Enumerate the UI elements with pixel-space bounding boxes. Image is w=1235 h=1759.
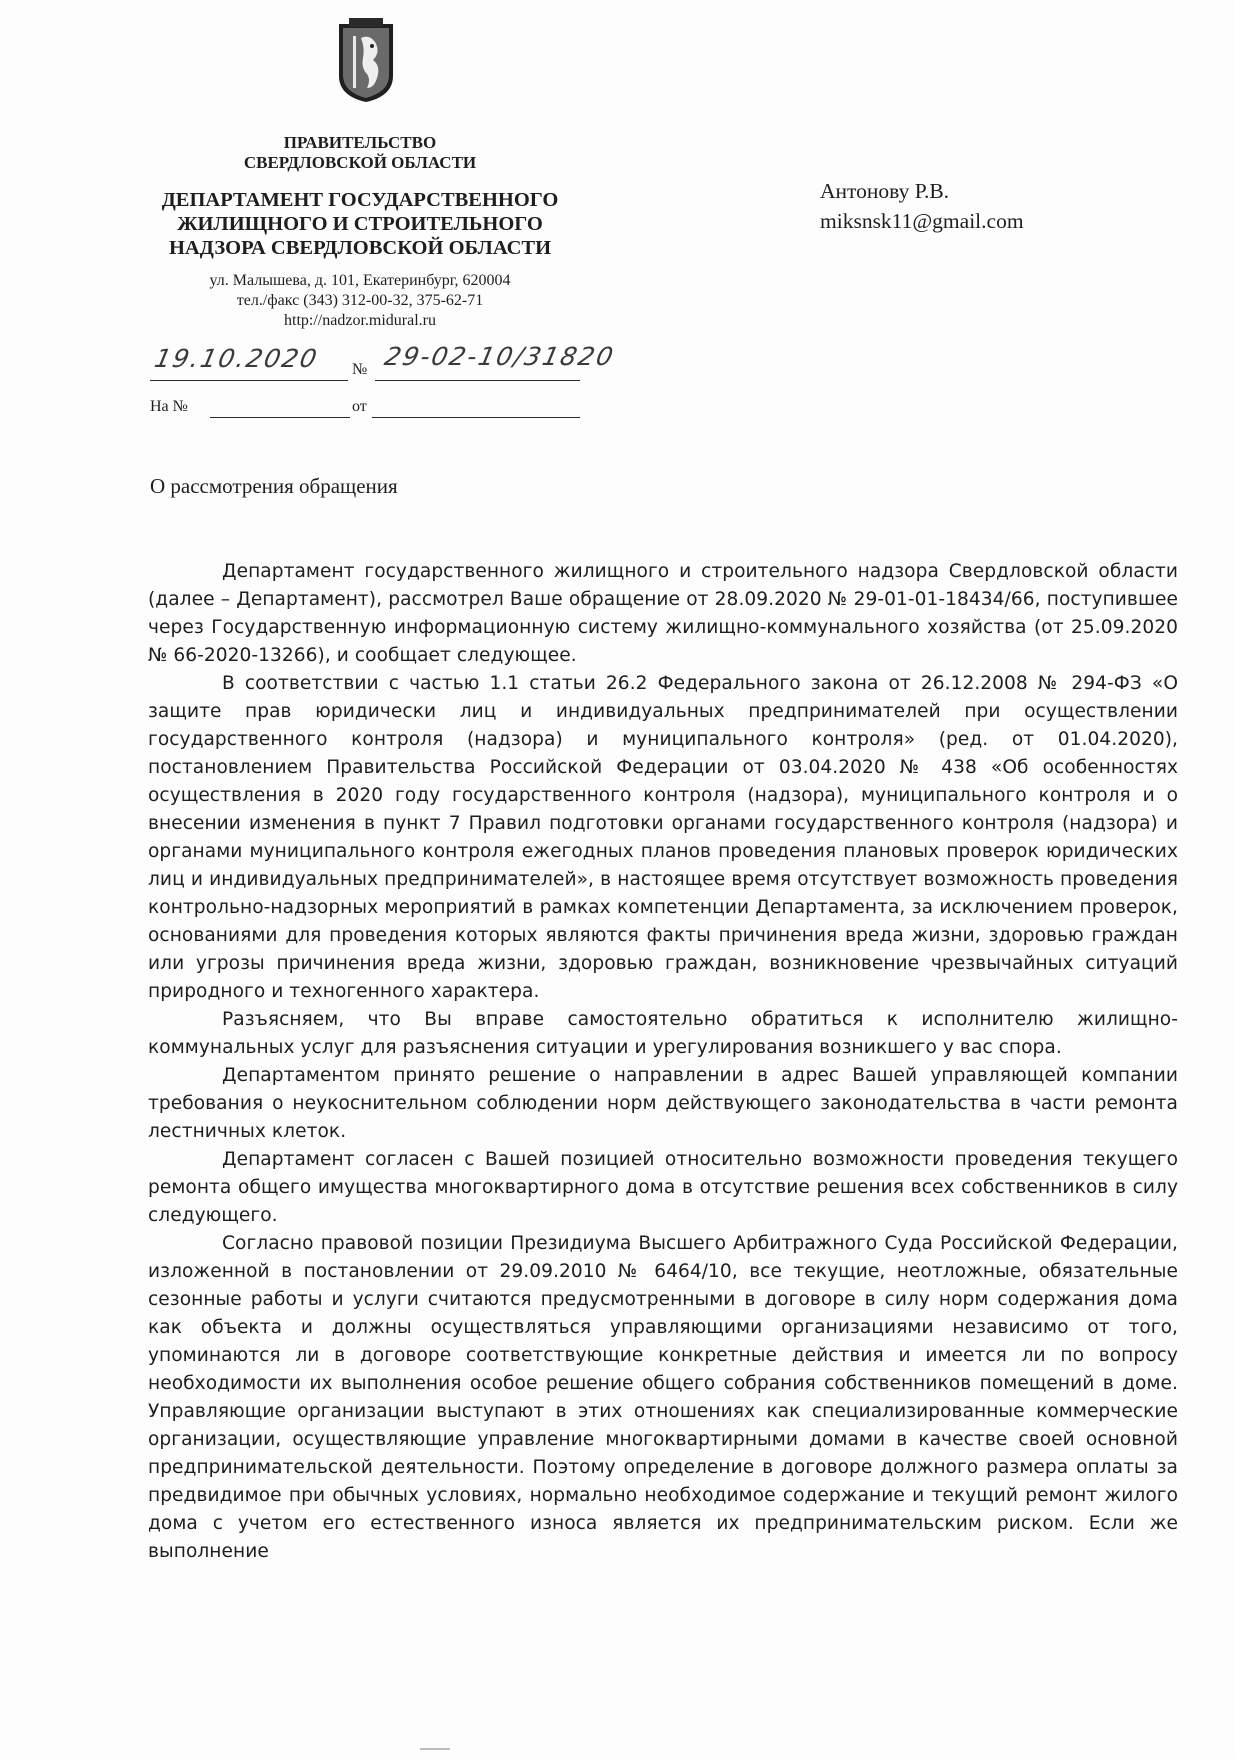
sverdlovsk-coat-of-arms-icon: [335, 18, 397, 104]
department-address: ул. Малышева, д. 101, Екатеринбург, 620004: [209, 272, 511, 289]
body-paragraph: Департаментом принято решение о направлении в адрес Вашей управляющей компании требования о неукоснительном соблюдении норм действующего законодательства в части ремонта лестничных клеток.: [148, 1065, 1178, 1142]
government-title-line1: ПРАВИТЕЛЬСТВО: [283, 133, 437, 152]
body-paragraph: Согласно правовой позиции Президиума Высшего Арбитражного Суда Российской Федерации, изложенной в постановлении от 29.09.2010 № 6464/10, все текущие, неотложные, обязательные сезонные работы и услуги считаются предусмотренными в договоре в силу норм содержания дома как объекта и должны осуществляться управляющими организациями независимо от того, упоминаются ли в договоре соответствующие конкретные действия и имеется ли по вопросу необходимости их выполнения особое решение общего собрания собственников помещений в доме. Управляющие организации выступают в этих отношениях как специализированные коммерческие организации, осуществляющие управление многоквартирными домами в качестве своей основной предпринимательской деятельности. Поэтому определение в договоре должного размера оплаты за предвидимое при обычных условиях, нормально необходимое содержание и текущий ремонт жилого дома с учетом его естественного износа является их предпринимательским риском. Если же выполнение: [148, 1233, 1178, 1562]
department-title-line2: ЖИЛИЩНОГО И СТРОИТЕЛЬНОГО: [177, 213, 543, 235]
scan-mark: [420, 1748, 450, 1750]
department-phone: тел./факс (343) 312-00-32, 375-62-71: [236, 292, 484, 309]
reference-date-underline: [372, 417, 580, 418]
recipient-block: [820, 176, 1024, 236]
reference-number-label: На №: [150, 398, 188, 415]
recipient-email: miksnsk11@gmail.com: [820, 209, 1024, 233]
government-title: [145, 133, 575, 173]
letter-subject: О рассмотрения обращения: [150, 474, 398, 498]
reference-number-underline: [210, 417, 350, 418]
department-title-line1: ДЕПАРТАМЕНТ ГОСУДАРСТВЕННОГО: [161, 189, 559, 211]
registration-number: 29-02-10/31820: [381, 342, 618, 371]
body-paragraph: Департамент согласен с Вашей позицией относительно возможности проведения текущего ремонта общего имущества многоквартирного дома в отсутствие решения всех собственников в силу следующего.: [148, 1149, 1178, 1226]
letter-body: [148, 558, 1178, 1566]
department-title-line3: НАДЗОРА СВЕРДЛОВСКОЙ ОБЛАСТИ: [168, 237, 552, 259]
department-contacts: [145, 271, 575, 331]
department-title: [145, 188, 575, 260]
registration-date: 19.10.2020: [151, 344, 322, 373]
date-underline: [150, 380, 348, 381]
department-website: http://nadzor.midural.ru: [284, 312, 436, 329]
reference-date-label: от: [352, 398, 367, 415]
number-underline: [375, 380, 580, 381]
body-paragraph: Департамент государственного жилищного и строительного надзора Свердловской области (далее – Департамент), рассмотрел Ваше обращение от 28.09.2020 № 29-01-01-18434/66, поступившее через Государственную информационную систему жилищно-коммунального хозяйства (от 25.09.2020 № 66-2020-13266), и сообщает следующее.: [148, 561, 1178, 666]
government-title-line2: СВЕРДЛОВСКОЙ ОБЛАСТИ: [243, 153, 477, 172]
body-paragraph: Разъясняем, что Вы вправе самостоятельно обратиться к исполнителю жилищно-коммунальных услуг для разъяснения ситуации и урегулирования возникшего у вас спора.: [148, 1009, 1178, 1058]
recipient-name: Антонову Р.В.: [820, 179, 950, 203]
body-paragraph: В соответствии с частью 1.1 статьи 26.2 Федерального закона от 26.12.2008 № 294-ФЗ «О защите прав юридически лиц и индивидуальных предпринимателей при осуществлении государственного контроля (надзора) и муниципального контроля» (ред. от 01.04.2020), постановлением Правительства Российской Федерации от 03.04.2020 № 438 «Об особенностях осуществления в 2020 году государственного контроля (надзора), муниципального контроля и о внесении изменения в пункт 7 Правил подготовки органами государственного контроля (надзора) и органами муниципального контроля ежегодных планов проведения плановых проверок юридических лиц и индивидуальных предпринимателей», в настоящее время отсутствует возможность проведения контрольно-надзорных мероприятий в рамках компетенции Департамента, за исключением проверок, основаниями для проведения которых являются факты причинения вреда жизни, здоровью граждан или угрозы причинения вреда жизни, здоровью граждан, возникновение чрезвычайных ситуаций природного и техногенного характера.: [148, 673, 1178, 1002]
registration-number-label: №: [352, 361, 368, 378]
